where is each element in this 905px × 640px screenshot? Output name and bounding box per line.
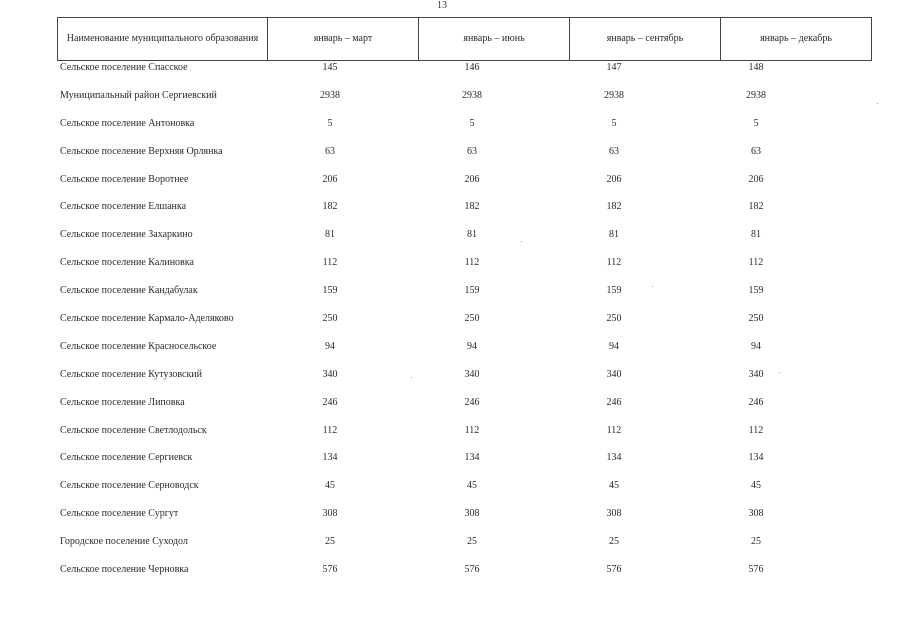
- value-q2-cell: 146: [464, 62, 480, 73]
- value-q1-cell: 112: [322, 257, 338, 269]
- value-q3-cell: 5: [611, 117, 617, 129]
- municipality-name-cell: Сельское поселение Антоновка: [60, 117, 195, 129]
- municipality-name-cell: Сельское поселение Липовка: [60, 396, 185, 408]
- table-row: [0, 58, 905, 86]
- value-q2-cell: 576: [464, 564, 480, 576]
- header-q1: январь – март: [268, 18, 419, 61]
- value-q3-cell: 246: [606, 396, 622, 408]
- value-q2-cell: 94: [467, 340, 477, 352]
- value-q1-cell: 2938: [320, 89, 340, 101]
- municipality-name-cell: Сельское поселение Воротнее: [60, 173, 189, 185]
- value-q2-cell: 63: [467, 145, 477, 157]
- municipality-name-cell: Сельское поселение Сургут: [60, 508, 179, 520]
- value-q3-cell: 25: [609, 536, 619, 548]
- scan-speck: [652, 286, 653, 287]
- scan-speck: [521, 241, 522, 242]
- value-q1-cell: 576: [322, 564, 338, 576]
- value-q1-cell: 5: [327, 117, 333, 129]
- table-row: [0, 476, 905, 504]
- value-q4-cell: 246: [748, 396, 764, 408]
- table-row: [0, 421, 905, 449]
- value-q4-cell: 148: [748, 62, 764, 73]
- value-q4-cell: 159: [748, 285, 764, 297]
- table-row: [0, 114, 905, 142]
- value-q3-cell: 250: [606, 313, 622, 325]
- value-q1-cell: 246: [322, 396, 338, 408]
- table-row: [0, 337, 905, 365]
- value-q2-cell: 25: [467, 536, 477, 548]
- table-row: [0, 560, 905, 588]
- municipality-name-cell: Муниципальный район Сергиевский: [60, 89, 217, 101]
- value-q1-cell: 81: [325, 229, 335, 241]
- value-q3-cell: 159: [606, 285, 622, 297]
- header-q2: январь – июнь: [419, 18, 570, 61]
- table-row: [0, 532, 905, 560]
- municipality-name-cell: Сельское поселение Калиновка: [60, 257, 194, 269]
- value-q3-cell: 45: [609, 480, 619, 492]
- value-q2-cell: 45: [467, 480, 477, 492]
- header-municipality-name: Наименование муниципального образования: [58, 18, 268, 61]
- value-q3-cell: 134: [606, 452, 622, 464]
- municipality-name-cell: Сельское поселение Спасское: [60, 62, 188, 73]
- value-q4-cell: 2938: [746, 89, 766, 101]
- value-q2-cell: 246: [464, 396, 480, 408]
- value-q4-cell: 182: [748, 201, 764, 213]
- value-q3-cell: 206: [606, 173, 622, 185]
- value-q1-cell: 94: [325, 340, 335, 352]
- value-q1-cell: 145: [322, 62, 338, 73]
- municipality-name-cell: Сельское поселение Кармало-Аделяково: [60, 313, 234, 325]
- value-q4-cell: 112: [748, 424, 764, 436]
- value-q4-cell: 576: [748, 564, 764, 576]
- value-q3-cell: 147: [606, 62, 622, 73]
- value-q4-cell: 94: [751, 340, 761, 352]
- header-q3: январь – сентябрь: [570, 18, 721, 61]
- value-q2-cell: 340: [464, 368, 480, 380]
- value-q3-cell: 182: [606, 201, 622, 213]
- value-q4-cell: 206: [748, 173, 764, 185]
- scan-speck: [877, 103, 878, 104]
- municipality-name-cell: Сельское поселение Черновка: [60, 564, 189, 576]
- value-q1-cell: 112: [322, 424, 338, 436]
- value-q2-cell: 206: [464, 173, 480, 185]
- value-q4-cell: 63: [751, 145, 761, 157]
- municipality-name-cell: Сельское поселение Захаркино: [60, 229, 193, 241]
- value-q3-cell: 112: [606, 424, 622, 436]
- value-q4-cell: 112: [748, 257, 764, 269]
- value-q1-cell: 206: [322, 173, 338, 185]
- municipality-name-cell: Сельское поселение Кандабулак: [60, 285, 198, 297]
- value-q2-cell: 182: [464, 201, 480, 213]
- table-row: [0, 309, 905, 337]
- table-row: [0, 197, 905, 225]
- value-q1-cell: 250: [322, 313, 338, 325]
- value-q4-cell: 134: [748, 452, 764, 464]
- value-q1-cell: 134: [322, 452, 338, 464]
- table-row: [0, 253, 905, 281]
- value-q4-cell: 250: [748, 313, 764, 325]
- value-q2-cell: 81: [467, 229, 477, 241]
- table-body: [0, 58, 905, 588]
- value-q1-cell: 45: [325, 480, 335, 492]
- municipality-name-cell: Сельское поселение Елшанка: [60, 201, 187, 213]
- value-q3-cell: 112: [606, 257, 622, 269]
- table-row: [0, 393, 905, 421]
- table-row: [0, 142, 905, 170]
- value-q2-cell: 112: [464, 424, 480, 436]
- scan-speck: [411, 377, 412, 378]
- value-q4-cell: 308: [748, 508, 764, 520]
- table-row: [0, 281, 905, 309]
- value-q3-cell: 340: [606, 368, 622, 380]
- municipality-name-cell: Городское поселение Суходол: [60, 536, 188, 548]
- table-row: [0, 86, 905, 114]
- table-row: [0, 170, 905, 198]
- value-q4-cell: 45: [751, 480, 761, 492]
- value-q2-cell: 250: [464, 313, 480, 325]
- page-number: 13: [437, 0, 447, 11]
- table-row: [0, 504, 905, 532]
- value-q1-cell: 25: [325, 536, 335, 548]
- header-q4: январь – декабрь: [721, 18, 872, 61]
- value-q4-cell: 81: [751, 229, 761, 241]
- scan-speck: [779, 372, 780, 373]
- value-q2-cell: 112: [464, 257, 480, 269]
- municipality-name-cell: Сельское поселение Кутузовский: [60, 368, 203, 380]
- value-q2-cell: 159: [464, 285, 480, 297]
- municipality-name-cell: Сельское поселение Сергиевск: [60, 452, 193, 464]
- value-q3-cell: 63: [609, 145, 619, 157]
- value-q1-cell: 182: [322, 201, 338, 213]
- value-q3-cell: 2938: [604, 89, 624, 101]
- value-q3-cell: 308: [606, 508, 622, 520]
- value-q3-cell: 94: [609, 340, 619, 352]
- value-q1-cell: 159: [322, 285, 338, 297]
- value-q4-cell: 340: [748, 368, 764, 380]
- municipality-name-cell: Сельское поселение Серноводск: [60, 480, 199, 492]
- table-row: [0, 225, 905, 253]
- table-header: [57, 17, 872, 61]
- value-q4-cell: 25: [751, 536, 761, 548]
- value-q2-cell: 5: [469, 117, 475, 129]
- table-row: [0, 365, 905, 393]
- header-row: [58, 18, 872, 61]
- municipality-name-cell: Сельское поселение Красносельское: [60, 340, 217, 352]
- value-q1-cell: 63: [325, 145, 335, 157]
- municipality-name-cell: Сельское поселение Светлодольск: [60, 424, 207, 436]
- value-q2-cell: 308: [464, 508, 480, 520]
- value-q4-cell: 5: [753, 117, 759, 129]
- value-q2-cell: 134: [464, 452, 480, 464]
- municipality-name-cell: Сельское поселение Верхняя Орлянка: [60, 145, 223, 157]
- value-q1-cell: 340: [322, 368, 338, 380]
- value-q1-cell: 308: [322, 508, 338, 520]
- value-q3-cell: 576: [606, 564, 622, 576]
- table-row: [0, 448, 905, 476]
- value-q3-cell: 81: [609, 229, 619, 241]
- value-q2-cell: 2938: [462, 89, 482, 101]
